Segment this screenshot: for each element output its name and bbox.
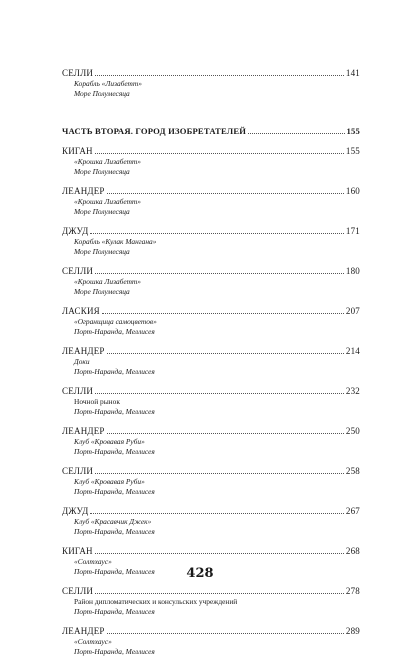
chapter-region: Порт-Наранда, Меллисея xyxy=(74,607,155,616)
toc-entry xyxy=(62,266,360,297)
chapter-page-number: 171 xyxy=(345,226,360,236)
toc-entry xyxy=(62,226,360,257)
chapter-narrator: СЕЛЛИ xyxy=(62,386,94,396)
chapter-narrator: ДЖУД xyxy=(62,226,89,236)
dot-leader xyxy=(107,193,344,194)
chapter-region: Порт-Наранда, Меллисея xyxy=(74,327,155,336)
chapter-region: Море Полумесяца xyxy=(74,167,130,176)
page-number: 428 xyxy=(186,566,214,581)
toc-entry-line xyxy=(62,306,360,317)
toc-entry-line xyxy=(62,586,360,597)
chapter-page-number: 155 xyxy=(345,146,360,156)
chapter-narrator: СЕЛЛИ xyxy=(62,466,94,476)
chapter-page-number: 207 xyxy=(345,306,360,316)
dot-leader xyxy=(102,313,344,314)
dot-leader xyxy=(107,433,344,434)
dot-leader xyxy=(90,513,343,514)
chapter-page-number: 214 xyxy=(345,346,360,356)
toc-entry xyxy=(62,146,360,177)
dot-leader xyxy=(95,273,344,274)
chapter-region: Порт-Наранда, Меллисея xyxy=(74,527,155,536)
toc-entry xyxy=(62,586,360,617)
chapter-page-number: 258 xyxy=(345,466,360,476)
chapter-location: Корабль «Лизабетт» xyxy=(74,79,142,88)
toc-entry xyxy=(62,426,360,457)
chapter-narrator: КИГАН xyxy=(62,146,93,156)
chapter-region: Порт-Наранда, Меллисея xyxy=(74,647,155,656)
chapter-region: Порт-Наранда, Меллисея xyxy=(74,447,155,456)
chapter-page-number: 289 xyxy=(345,626,360,636)
chapter-page-number: 141 xyxy=(345,68,360,78)
chapter-narrator: СЕЛЛИ xyxy=(62,586,94,596)
chapter-page-number: 232 xyxy=(345,386,360,396)
toc-entry xyxy=(62,506,360,537)
toc-entry xyxy=(62,306,360,337)
chapter-location: «Крошка Лизабетт» xyxy=(74,277,141,286)
toc-entry xyxy=(62,466,360,497)
chapter-region: Море Полумесяца xyxy=(74,89,130,98)
chapter-region: Море Полумесяца xyxy=(74,207,130,216)
toc-entry-line xyxy=(62,68,360,79)
part-title: ЧАСТЬ ВТОРАЯ. ГОРОД ИЗОБРЕТАТЕЛЕЙ xyxy=(62,126,247,136)
toc-entry-line xyxy=(62,466,360,477)
dot-leader xyxy=(248,133,344,134)
dot-leader xyxy=(90,233,343,234)
chapter-location: Ночной рынок xyxy=(74,397,120,406)
chapter-narrator: ЛЕАНДЕР xyxy=(62,426,105,436)
toc-entry-line xyxy=(62,266,360,277)
chapter-location: «Огранщица самоцветов» xyxy=(74,317,157,326)
dot-leader xyxy=(107,353,344,354)
chapter-location: Район дипломатических и консульских учреждений xyxy=(74,597,238,606)
toc-entry-line xyxy=(62,146,360,157)
toc-entry-line xyxy=(62,226,360,237)
toc-entry-line xyxy=(62,626,360,637)
chapter-narrator: СЕЛЛИ xyxy=(62,68,94,78)
toc-entry-line xyxy=(62,346,360,357)
chapter-location: «Крошка Лизабетт» xyxy=(74,157,141,166)
toc-entry xyxy=(62,386,360,417)
chapter-location: Доки xyxy=(74,357,90,366)
toc-entry-line xyxy=(62,126,360,137)
chapter-page-number: 160 xyxy=(345,186,360,196)
chapter-region: Море Полумесяца xyxy=(74,247,130,256)
chapter-location: «Солтхаус» xyxy=(74,637,112,646)
toc-part-heading xyxy=(62,126,360,137)
chapter-location: «Солтхаус» xyxy=(74,557,112,566)
dot-leader xyxy=(95,393,344,394)
toc-entry-line xyxy=(62,426,360,437)
toc-entry-line xyxy=(62,186,360,197)
chapter-narrator: ЛЕАНДЕР xyxy=(62,626,105,636)
chapter-region: Море Полумесяца xyxy=(74,287,130,296)
chapter-region: Порт-Наранда, Меллисея xyxy=(74,407,155,416)
chapter-location: Клуб «Кровавая Руби» xyxy=(74,437,145,446)
chapter-page-number: 267 xyxy=(345,506,360,516)
chapter-narrator: КИГАН xyxy=(62,546,93,556)
chapter-location: Клуб «Кровавая Руби» xyxy=(74,477,145,486)
toc-entry-line xyxy=(62,506,360,517)
dot-leader xyxy=(107,633,344,634)
chapter-page-number: 250 xyxy=(345,426,360,436)
chapter-location: Клуб «Красавчик Джек» xyxy=(74,517,152,526)
chapter-location: Корабль «Кулак Мангана» xyxy=(74,237,157,246)
dot-leader xyxy=(95,553,344,554)
chapter-page-number: 268 xyxy=(345,546,360,556)
chapter-region: Порт-Наранда, Меллисея xyxy=(74,487,155,496)
chapter-region: Порт-Наранда, Меллисея xyxy=(74,367,155,376)
dot-leader xyxy=(95,75,344,76)
chapter-narrator: ДЖУД xyxy=(62,506,89,516)
dot-leader xyxy=(95,473,344,474)
toc-entry-line xyxy=(62,546,360,557)
toc-entry xyxy=(62,68,360,99)
chapter-narrator: ЛЕАНДЕР xyxy=(62,346,105,356)
dot-leader xyxy=(95,593,344,594)
dot-leader xyxy=(95,153,344,154)
toc-entry xyxy=(62,626,360,657)
chapter-region: Порт-Наранда, Меллисея xyxy=(74,567,155,576)
toc-entry xyxy=(62,186,360,217)
chapter-page-number: 278 xyxy=(345,586,360,596)
toc-entry xyxy=(62,346,360,377)
toc-entry-line xyxy=(62,386,360,397)
chapter-narrator: СЕЛЛИ xyxy=(62,266,94,276)
chapter-page-number: 180 xyxy=(345,266,360,276)
chapter-page-number: 155 xyxy=(346,126,360,136)
chapter-narrator: ЛЕАНДЕР xyxy=(62,186,105,196)
chapter-location: «Крошка Лизабетт» xyxy=(74,197,141,206)
chapter-narrator: ЛАСКИЯ xyxy=(62,306,100,316)
